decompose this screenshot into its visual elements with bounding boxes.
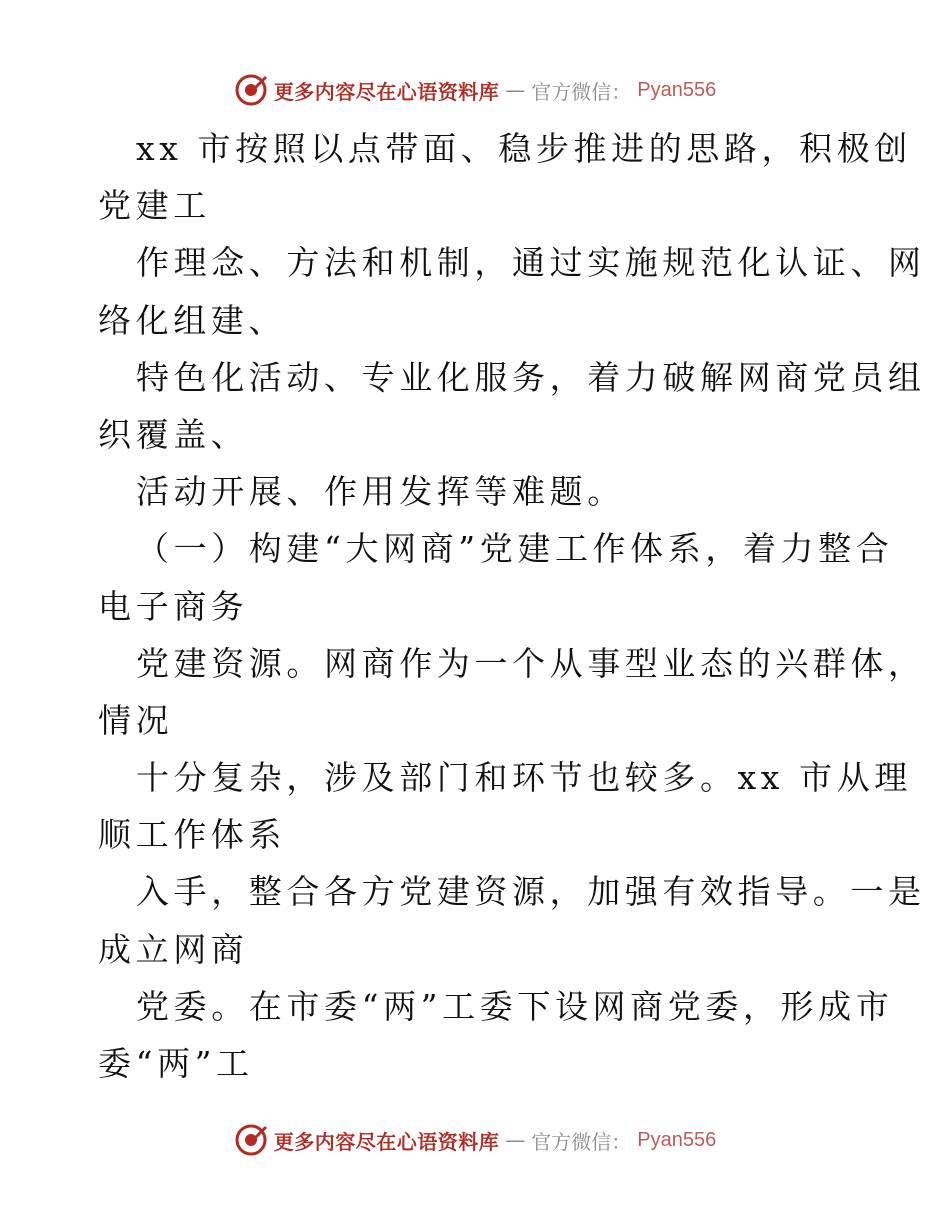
body-line: 党委。在市委“两”工委下设网商党委，形成市 (136, 986, 894, 1026)
body-line: 作理念、方法和机制，通过实施规范化认证、网 (136, 243, 926, 283)
banner-account: Pyan556 (637, 78, 717, 101)
body-line: 入手，整合各方党建资源，加强有效指导。一是 (136, 872, 926, 912)
banner-dash: — (505, 78, 526, 102)
body-line: 电子商务 (98, 586, 249, 626)
body-line: 特色化活动、专业化服务，着力破解网商党员组 (136, 357, 926, 397)
header-watermark-banner (0, 70, 950, 110)
body-line: 情况 (98, 700, 174, 740)
document-body (98, 120, 926, 1092)
banner-dash: — (505, 1128, 526, 1152)
body-line: 顺工作体系 (98, 815, 286, 855)
pen-circle-logo-icon (234, 1123, 268, 1157)
body-line: 织覆盖、 (98, 414, 249, 454)
body-line: 委“两”工 (98, 1044, 254, 1083)
banner-main-text: 更多内容尽在心语资料库 (273, 1129, 500, 1154)
banner-account-label: 官方微信： (531, 79, 632, 104)
footer-watermark-banner (0, 1120, 950, 1160)
body-line: xx 市按照以点带面、稳步推进的思路，积极创 (136, 129, 912, 168)
body-line: 党建工 (98, 186, 211, 226)
body-line: 络化组建、 (98, 300, 286, 340)
body-line: 成立网商 (98, 929, 249, 969)
body-line: 十分复杂，涉及部门和环节也较多。xx 市从理 (136, 758, 912, 798)
banner-account: Pyan556 (637, 1128, 717, 1151)
body-line: 党建资源。网商作为一个从事型业态的兴群体， (136, 643, 926, 683)
banner-account-label: 官方微信： (531, 1129, 632, 1154)
body-line: （一）构建“大网商”党建工作体系，着力整合 (136, 529, 894, 569)
body-line: 活动开展、作用发挥等难题。 (136, 472, 625, 512)
pen-circle-logo-icon (234, 73, 268, 107)
banner-main-text: 更多内容尽在心语资料库 (273, 79, 500, 104)
